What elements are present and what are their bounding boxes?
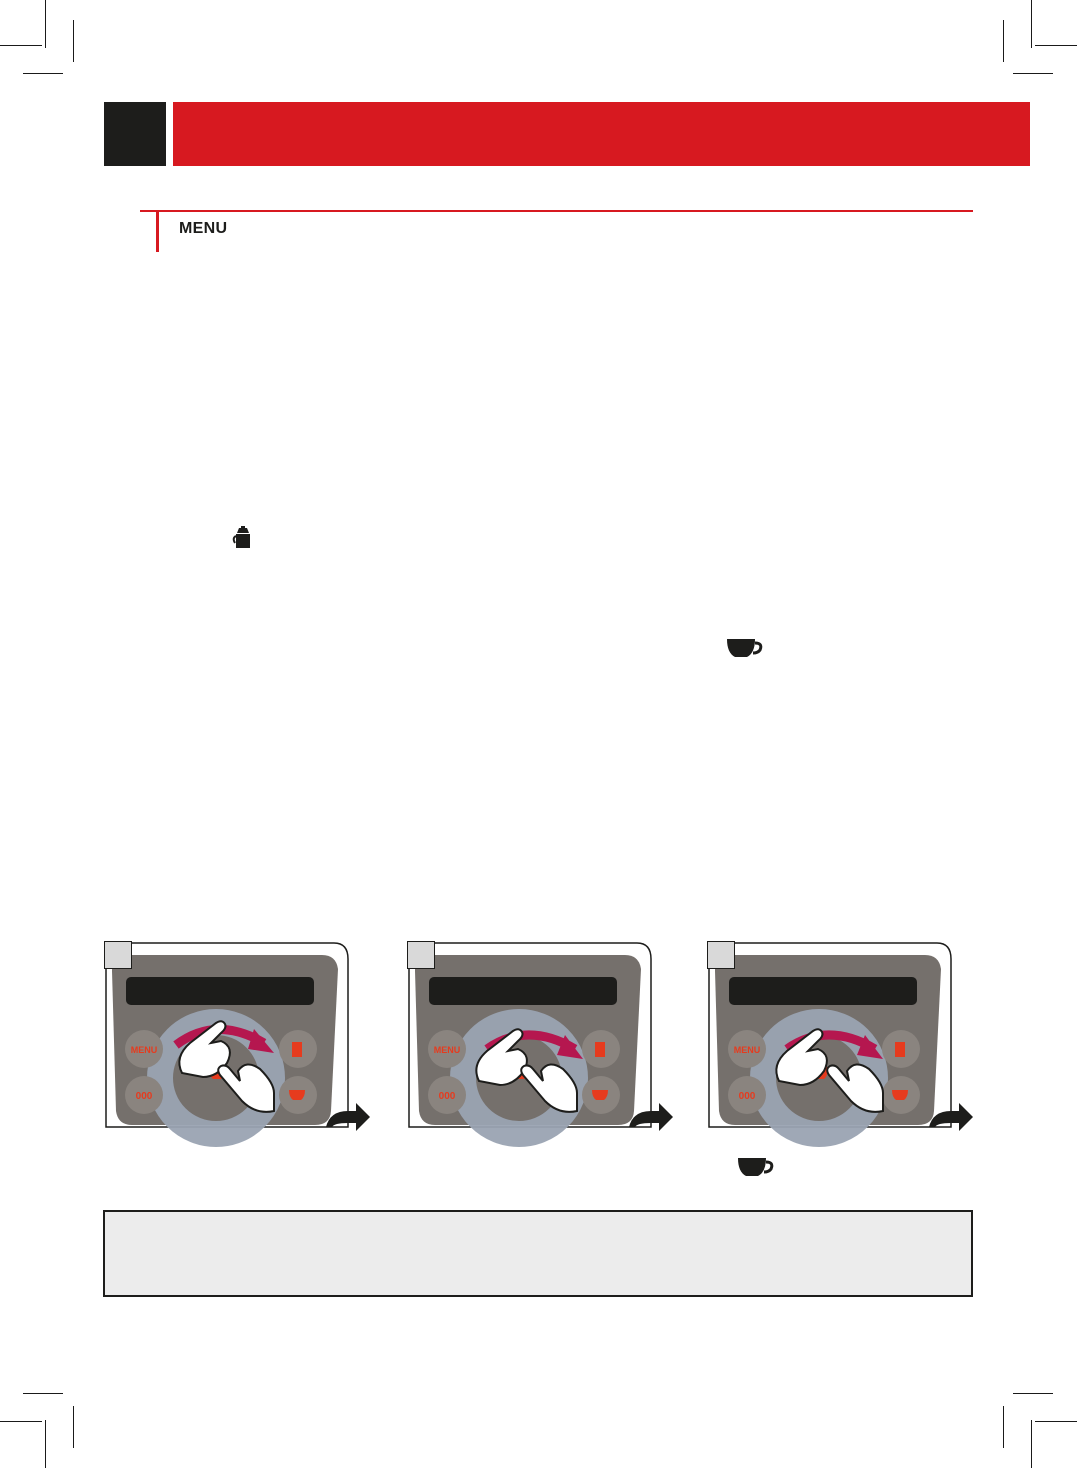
crop-mark <box>73 1406 74 1448</box>
coffee-cup-icon <box>737 1157 775 1179</box>
section-title: MENU <box>179 220 228 237</box>
menu-button-label: MENU <box>733 1045 761 1055</box>
section-marker <box>156 210 159 252</box>
step-number-box <box>407 941 435 969</box>
crop-mark <box>23 73 63 74</box>
aroma-button-label: 000 <box>738 1091 756 1102</box>
crop-mark <box>0 45 42 46</box>
step-number-box <box>707 941 735 969</box>
control-panel-illustration <box>707 941 967 1130</box>
crop-mark <box>1013 73 1053 74</box>
crop-mark <box>1031 0 1032 48</box>
coffee-cup-icon <box>726 638 764 660</box>
section-rule <box>140 210 973 212</box>
kettle-icon <box>232 526 254 550</box>
crop-mark <box>1035 45 1077 46</box>
menu-button-label: MENU <box>130 1045 158 1055</box>
crop-mark <box>1035 1421 1077 1422</box>
aroma-button-label: 000 <box>438 1091 456 1102</box>
note-box <box>103 1210 973 1297</box>
control-panel-step-2 <box>407 941 667 1130</box>
control-panel-illustration <box>104 941 364 1130</box>
control-panel-step-3 <box>707 941 967 1130</box>
crop-mark <box>45 1420 46 1468</box>
control-panel-step-1 <box>104 941 364 1130</box>
crop-mark <box>1003 1406 1004 1448</box>
crop-mark <box>1003 20 1004 62</box>
crop-mark <box>0 1421 42 1422</box>
step-number-box <box>104 941 132 969</box>
control-panel-illustration <box>407 941 667 1130</box>
chapter-number-block <box>104 102 166 166</box>
crop-mark <box>23 1393 63 1394</box>
crop-mark <box>45 0 46 48</box>
chapter-title-bar <box>173 102 1030 166</box>
crop-mark <box>1031 1420 1032 1468</box>
menu-button-label: MENU <box>433 1045 461 1055</box>
aroma-button-label: 000 <box>135 1091 153 1102</box>
crop-mark <box>1013 1393 1053 1394</box>
crop-mark <box>73 20 74 62</box>
